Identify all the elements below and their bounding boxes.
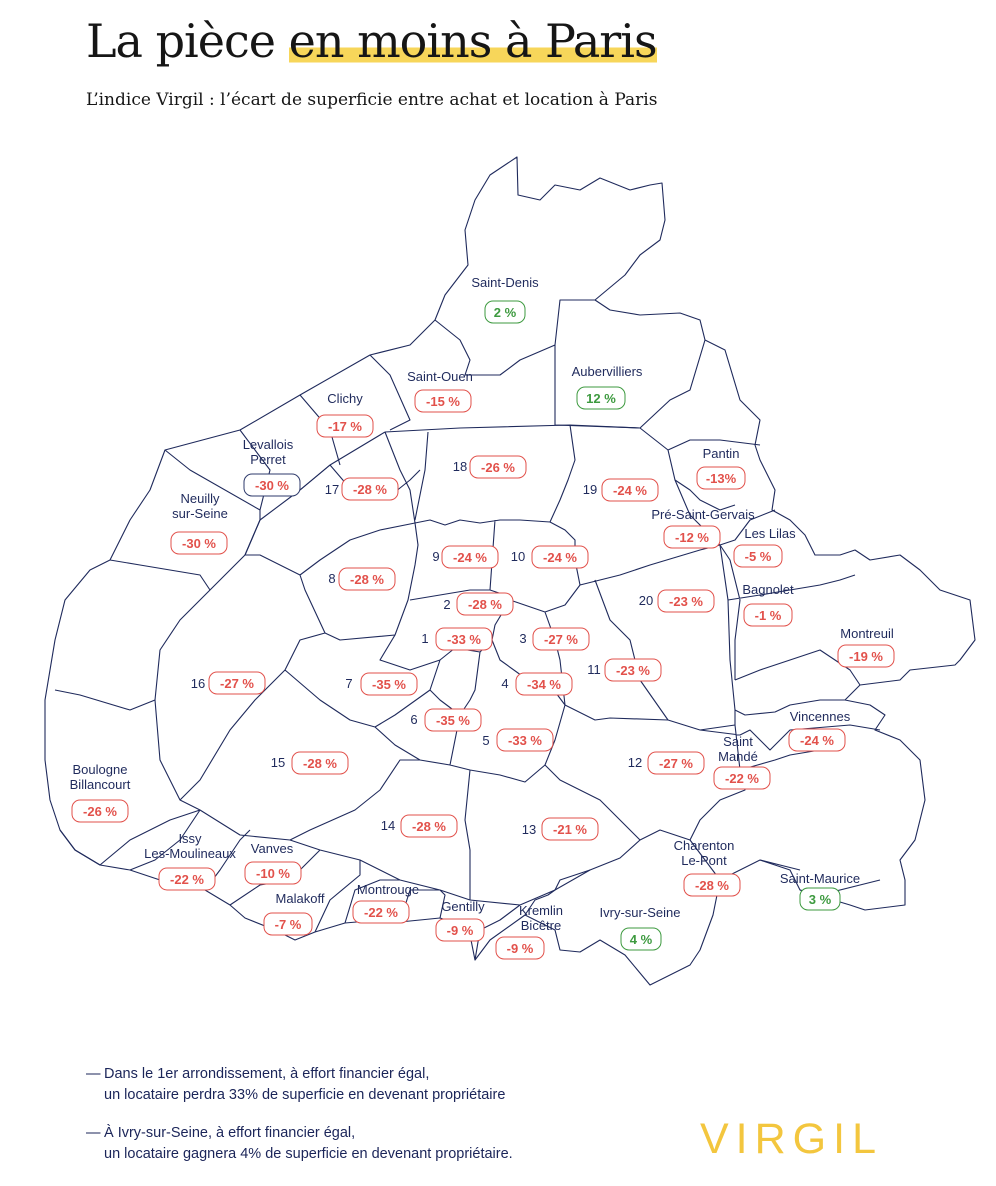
region-name: Clichy (327, 391, 363, 406)
value-text: -27 % (220, 676, 254, 691)
arrondissement-number: 20 (638, 593, 654, 608)
arrondissement-number: 15 (270, 755, 286, 770)
value-text: -28 % (412, 819, 446, 834)
value-text: -19 % (849, 649, 883, 664)
value-text: -24 % (800, 733, 834, 748)
title-part1: La pièce (86, 14, 289, 68)
value-text: -28 % (350, 572, 384, 587)
note-item (86, 1064, 513, 1106)
map-labels (70, 275, 894, 959)
value-text: -30 % (255, 478, 289, 493)
arrondissement-number: 13 (521, 822, 537, 837)
notes (86, 1064, 513, 1182)
arrondissement-number: 16 (190, 676, 206, 691)
region-name: Gentilly (441, 899, 485, 914)
region-name: Charenton (673, 838, 735, 853)
region-name: Neuilly (180, 491, 220, 506)
arrondissement-number: 2 (443, 597, 451, 612)
arrondissement-number: 3 (519, 631, 527, 646)
value-text: -22 % (170, 872, 204, 887)
region-name: Le-Pont (681, 853, 727, 868)
value-text: 2 % (493, 305, 517, 320)
value-text: -35 % (436, 713, 470, 728)
region-name: Kremlin (518, 903, 564, 918)
region-name: Montrouge (356, 882, 420, 897)
value-text: -27 % (544, 632, 578, 647)
value-text: -28 % (468, 597, 502, 612)
value-text: -13% (705, 471, 737, 486)
value-text: -26 % (481, 460, 515, 475)
value-text: -10 % (256, 866, 290, 881)
value-text: -33 % (508, 733, 542, 748)
value-text: -24 % (613, 483, 647, 498)
region-name: Les-Moulineaux (144, 846, 236, 861)
value-text: -9 % (446, 923, 474, 938)
region-name: Boulogne (72, 762, 128, 777)
region-name: Ivry-sur-Seine (599, 905, 681, 920)
region-name: Vanves (250, 841, 294, 856)
region-name: Saint-Denis (471, 275, 539, 290)
arrondissement-number: 9 (432, 549, 440, 564)
value-text: 12 % (586, 391, 616, 406)
arrondissement-number: 7 (345, 676, 353, 691)
value-text: -1 % (754, 608, 782, 623)
note-dash: — (86, 1125, 101, 1141)
arrondissement-number: 14 (380, 818, 396, 833)
value-text: -28 % (695, 878, 729, 893)
value-text: -22 % (725, 771, 759, 786)
region-name: Malakoff (275, 891, 325, 906)
note-dash: — (86, 1066, 101, 1082)
region-name: Perret (250, 452, 286, 467)
value-text: -35 % (372, 677, 406, 692)
value-text: -28 % (353, 482, 387, 497)
arrondissement-number: 1 (421, 631, 429, 646)
region-name: Pantin (702, 446, 740, 461)
region-name: Saint-Maurice (779, 871, 861, 886)
value-text: -5 % (744, 549, 772, 564)
value-text: -30 % (182, 536, 216, 551)
note-line: À Ivry-sur-Seine, à effort financier égal, (104, 1125, 356, 1141)
arrondissement-number: 5 (482, 733, 490, 748)
region-name: Billancourt (69, 777, 131, 792)
value-text: -7 % (274, 917, 302, 932)
value-text: -22 % (364, 905, 398, 920)
region-name: Bicêtre (520, 918, 562, 933)
arrondissement-number: 18 (452, 459, 468, 474)
arrondissement-number: 8 (328, 571, 336, 586)
region-name: Montreuil (840, 626, 894, 641)
region-name: Pré-Saint-Gervais (651, 507, 755, 522)
value-text: -27 % (659, 756, 693, 771)
value-text: -28 % (303, 756, 337, 771)
value-text: -21 % (553, 822, 587, 837)
arrondissement-number: 19 (582, 482, 598, 497)
region-name: Levallois (242, 437, 294, 452)
value-text: 4 % (629, 932, 653, 947)
region-name: Les Lilas (744, 526, 796, 541)
arrondissement-number: 17 (324, 482, 340, 497)
value-text: -23 % (616, 663, 650, 678)
value-text: -26 % (83, 804, 117, 819)
virgil-logo: VIRGIL (700, 1115, 883, 1163)
region-name: sur-Seine (172, 506, 228, 521)
region-name: Aubervilliers (571, 364, 643, 379)
value-text: -33 % (447, 632, 481, 647)
note-line: un locataire perdra 33% de superficie en devenant propriétaire (104, 1087, 506, 1103)
region-name: Vincennes (789, 709, 851, 724)
arrondissement-number: 12 (627, 755, 643, 770)
arrondissement-number: 10 (510, 549, 526, 564)
note-line: un locataire gagnera 4% de superficie en devenant propriétaire. (104, 1146, 513, 1162)
title-highlight: en moins à Paris (288, 14, 657, 68)
region-name: Saint (723, 734, 753, 749)
region-name: Mandé (718, 749, 758, 764)
value-text: -17 % (328, 419, 362, 434)
region-name: Issy (178, 831, 202, 846)
value-text: -34 % (527, 677, 561, 692)
note-item (86, 1123, 513, 1165)
note-line: Dans le 1er arrondissement, à effort financier égal, (104, 1066, 430, 1082)
value-text: -24 % (453, 550, 487, 565)
region-name: Saint-Ouen (407, 369, 473, 384)
value-text: 3 % (808, 892, 832, 907)
value-text: -23 % (669, 594, 703, 609)
value-text: -24 % (543, 550, 577, 565)
arrondissement-number: 4 (501, 676, 509, 691)
arrondissement-number: 6 (410, 712, 418, 727)
value-text: -12 % (675, 530, 709, 545)
value-text: -9 % (506, 941, 534, 956)
arrondissement-number: 11 (587, 662, 601, 677)
page-subtitle: L’indice Virgil : l’écart de superficie entre achat et location à Paris (86, 90, 658, 110)
value-text: -15 % (426, 394, 460, 409)
region-name: Bagnolet (742, 582, 794, 597)
